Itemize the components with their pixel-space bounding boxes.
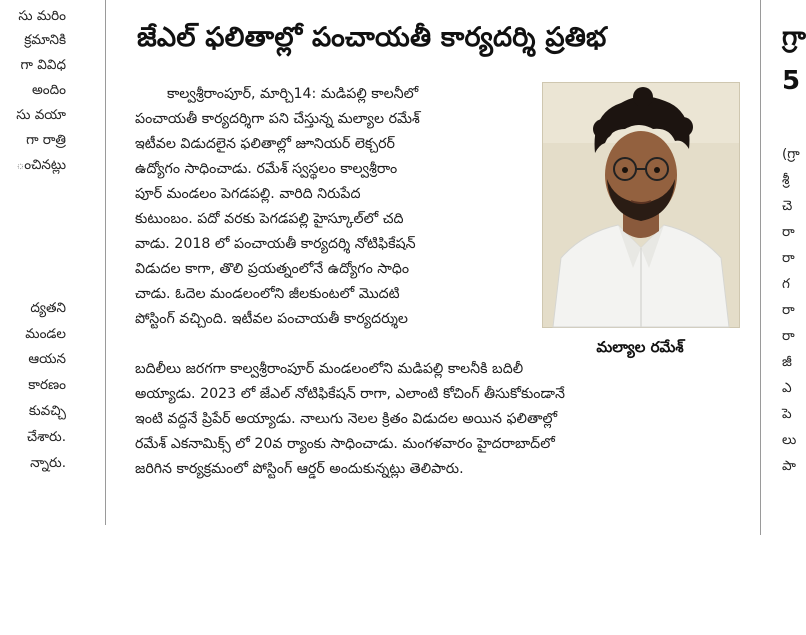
right-column-line: జీ (782, 354, 792, 370)
right-column-headline: 5 (782, 66, 801, 96)
right-column-line: పె (782, 406, 792, 422)
column-divider-left (105, 0, 106, 525)
left-column-line: న్నారు. (30, 455, 66, 471)
right-column-headline: గ్రా (782, 22, 806, 52)
article-body-line: పూర్ మండలం పెగడపల్లి. వారిది నిరుపేద (135, 186, 361, 202)
article-body-line: ఉద్యోగం సాధించాడు. రమేశ్ స్వస్థలం కాల్వశ్రీరాం (135, 161, 398, 177)
right-column-line: చె (782, 198, 793, 214)
article-body-line: చాడు. ఓదెల మండలంలోని జీలకుంటలో మొదటి (135, 286, 400, 302)
left-column-line: మండల (25, 326, 66, 342)
article-headline: జేఎల్ ఫలితాల్లో పంచాయతీ కార్యదర్శి ప్రతిభ (137, 22, 607, 53)
left-column-line: కువచ్చి (28, 403, 66, 419)
article-body-line: కుటుంబం. పదో వరకు పెగడపల్లి హైస్కూల్‌లో చది (135, 211, 404, 227)
article-body-line: ఇంటి వద్దనే ప్రిపేర్ అయ్యాడు. నాలుగు నెలల క్రితం విడుదల అయిన ఫలితాల్లో (135, 411, 558, 427)
article-body-line: అయ్యాడు. 2023 లో జేఎల్ నోటిఫికేషన్ రాగా, ఎలాంటి కోచింగ్ తీసుకోకుండానే (135, 386, 565, 402)
news-article (112, 0, 752, 560)
left-column-line: క్రమానికి (24, 32, 66, 48)
right-column-line: లు (782, 432, 797, 448)
right-column-line: గ (782, 276, 790, 292)
left-column-line: గా రాత్రి (26, 132, 66, 148)
article-body-line: వాడు. 2018 లో పంచాయతీ కార్యదర్శి నోటిఫికేషన్ (135, 236, 416, 252)
left-neighbor-column (0, 0, 68, 540)
article-body-line: ఇటీవల విడుదలైన ఫలితాల్లో జూనియర్ లెక్చరర్ (135, 136, 395, 152)
article-body-line: కాల్వశ్రీరాంపూర్, మార్చి14: మడిపల్లి కాలనీలో (167, 86, 419, 102)
article-body-line: రమేశ్ ఎకనామిక్స్ లో 20వ ర్యాంకు సాధించాడు. మంగళవారం హైదరాబాద్‌లో (135, 436, 555, 452)
right-column-line: రా (782, 302, 795, 318)
article-body-line: విడుదల కాగా, తొలి ప్రయత్నంలోనే ఉద్యోగం సాధిం (135, 261, 410, 277)
article-body-line: బదిలీలు జరగగా కాల్వశ్రీరాంపూర్ మండలంలోని మడిపల్లి కాలనీకి బదిలీ (135, 361, 524, 377)
left-column-line: చేశారు. (26, 429, 66, 445)
portrait-photo (542, 82, 740, 328)
column-divider-right (760, 0, 761, 535)
article-body-line: పోస్టింగ్ వచ్చింది. ఇటీవల పంచాయతీ కార్యదర్శుల (135, 311, 408, 327)
left-column-line: గా వివిధ (20, 57, 66, 73)
left-column-line: ంచినట్లు (16, 157, 66, 173)
right-column-line: రా (782, 328, 795, 344)
left-column-line: అందిం (31, 82, 66, 98)
right-column-line: (గ్రా (782, 146, 800, 162)
left-column-line: కారణం (28, 377, 66, 393)
left-column-line: ద్యతని (30, 300, 66, 316)
right-column-line: రా (782, 224, 795, 240)
left-column-line: ఆయన (28, 351, 66, 367)
right-neighbor-column (768, 0, 806, 540)
right-column-line: శ్రీ (782, 172, 790, 188)
left-column-line: సు మరిం (18, 8, 66, 24)
article-body-line: జరిగిన కార్యక్రమంలో పోస్టింగ్ ఆర్డర్ అందుకున్నట్లు తెలిపారు. (135, 461, 464, 477)
article-body-line: పంచాయతీ కార్యదర్శిగా పని చేస్తున్న మల్యాల రమేశ్ (135, 111, 420, 127)
left-column-line: సు వయా (16, 107, 66, 123)
right-column-line: రా (782, 250, 795, 266)
right-column-line: ఎ (782, 380, 792, 396)
portrait-illustration (543, 83, 739, 327)
right-column-line: పా (782, 458, 796, 474)
photo-caption: మల్యాల రమేశ్ (596, 338, 684, 356)
